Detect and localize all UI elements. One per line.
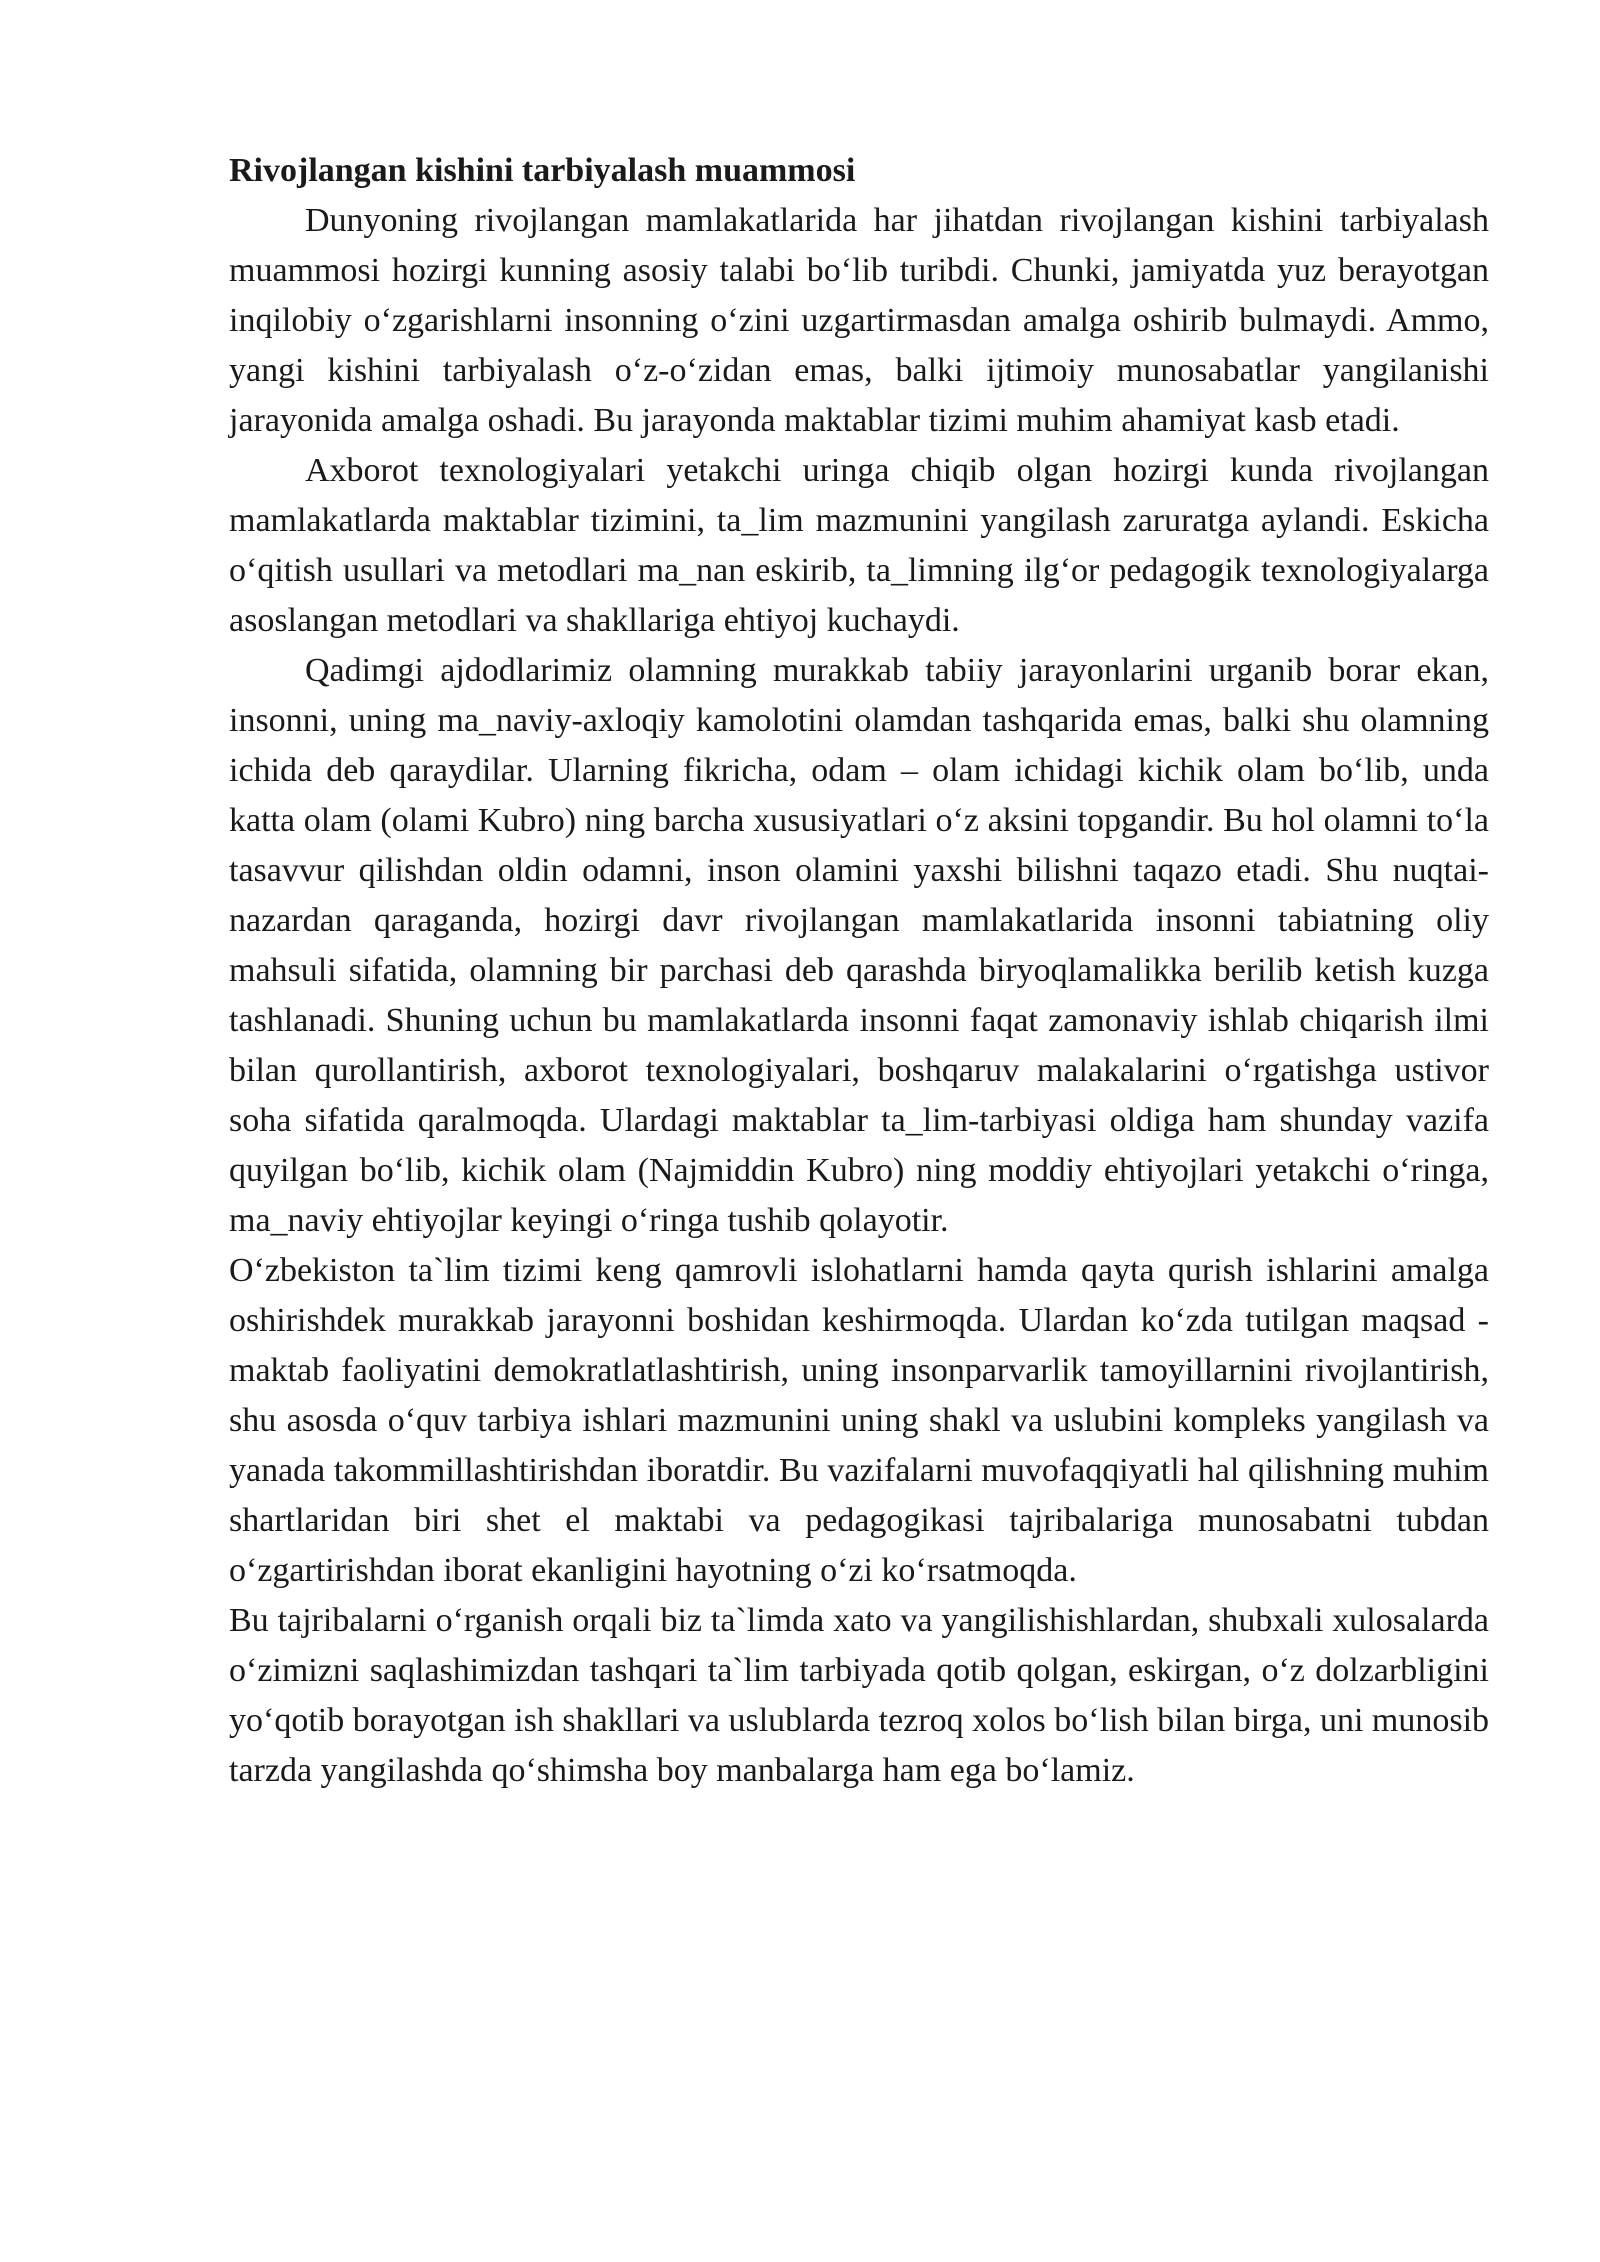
document-title: Rivojlangan kishini tarbiyalash muammosi [229, 152, 856, 189]
paragraph-2: Axborot texnologiyalari yetakchi uringa chiqib olgan hozirgi kunda rivojlangan mamlakatlarda maktablar tizimini, ta_lim mazmunini yangilash zaruratga aylandi. Eskicha o‘qitish usullari va metodlari ma_nan eskirib, ta_limning ilg‘or pedagogik texnologiyalarga asoslangan metodlari va shakllariga ehtiyoj kuchaydi. [229, 452, 1489, 639]
document-page [229, 146, 1489, 1796]
paragraph-3: Qadimgi ajdodlarimiz olamning murakkab tabiiy jarayonlarini urganib borar ekan, insonni, uning ma_naviy-axloqiy kamolotini olamdan tashqarida emas, balki shu olamning ichida deb qaraydilar. Ularning fikricha, odam – olam ichidagi kichik olam bo‘lib, unda katta olam (olami Kubro) ning barcha xususiyatlari o‘z aksini topgandir. Bu hol olamni to‘la tasavvur qilishdan oldin odamni, inson olamini yaxshi bilishni taqazo etadi. Shu nuqtai-nazardan qaraganda, hozirgi davr rivojlangan mamlakatlarida insonni tabiatning oliy mahsuli sifatida, olamning bir parchasi deb qarashda biryoqlamalikka berilib ketish kuzga tashlanadi. Shuning uchun bu mamlakatlarda insonni faqat zamonaviy ishlab chiqarish ilmi bilan qurollantirish, axborot texnologiyalari, boshqaruv malakalarini o‘rgatishga ustivor soha sifatida qaralmoqda. Ulardagi maktablar ta_lim-tarbiyasi oldiga ham shunday vazifa quyilgan bo‘lib, kichik olam (Najmiddin Kubro) ning moddiy ehtiyojlari yetakchi o‘ringa, ma_naviy ehtiyojlar keyingi o‘ringa tushib qolayotir. [229, 652, 1489, 1239]
paragraph-5: Bu tajribalarni o‘rganish orqali biz ta`limda xato va yangilishishlardan, shubxali xulosalarda o‘zimizni saqlashimizdan tashqari ta`lim tarbiyada qotib qolgan, eskirgan, o‘z dolzarbligini yo‘qotib borayotgan ish shakllari va uslublarda tezroq xolos bo‘lish bilan birga, uni munosib tarzda yangilashda qo‘shimsha boy manbalarga ham ega bo‘lamiz. [229, 1602, 1490, 1789]
paragraph-1: Dunyoning rivojlangan mamlakatlarida har jihatdan rivojlangan kishini tarbiyalash muammosi hozirgi kunning asosiy talabi bo‘lib turibdi. Chunki, jamiyatda yuz berayotgan inqilobiy o‘zgarishlarni insonning o‘zini uzgartirmasdan amalga oshirib bulmaydi. Ammo, yangi kishini tarbiyalash o‘z-o‘zidan emas, balki ijtimoiy munosabatlar yangilanishi jarayonida amalga oshadi. Bu jarayonda maktablar tizimi muhim ahamiyat kasb etadi. [229, 202, 1489, 439]
paragraph-4: O‘zbekiston ta`lim tizimi keng qamrovli islohatlarni hamda qayta qurish ishlarini amalga oshirishdek murakkab jarayonni boshidan keshirmoqda. Ulardan ko‘zda tutilgan maqsad - maktab faoliyatini demokratlatlashtirish, uning insonparvarlik tamoyillarnini rivojlantirish, shu asosda o‘quv tarbiya ishlari mazmunini uning shakl va uslubini kompleks yangilash va yanada takommillashtirishdan iboratdir. Bu vazifalarni muvofaqqiyatli hal qilishning muhim shartlaridan biri shet el maktabi va pedagogikasi tajribalariga munosabatni tubdan o‘zgartirishdan iborat ekanligini hayotning o‘zi ko‘rsatmoqda. [229, 1252, 1489, 1589]
